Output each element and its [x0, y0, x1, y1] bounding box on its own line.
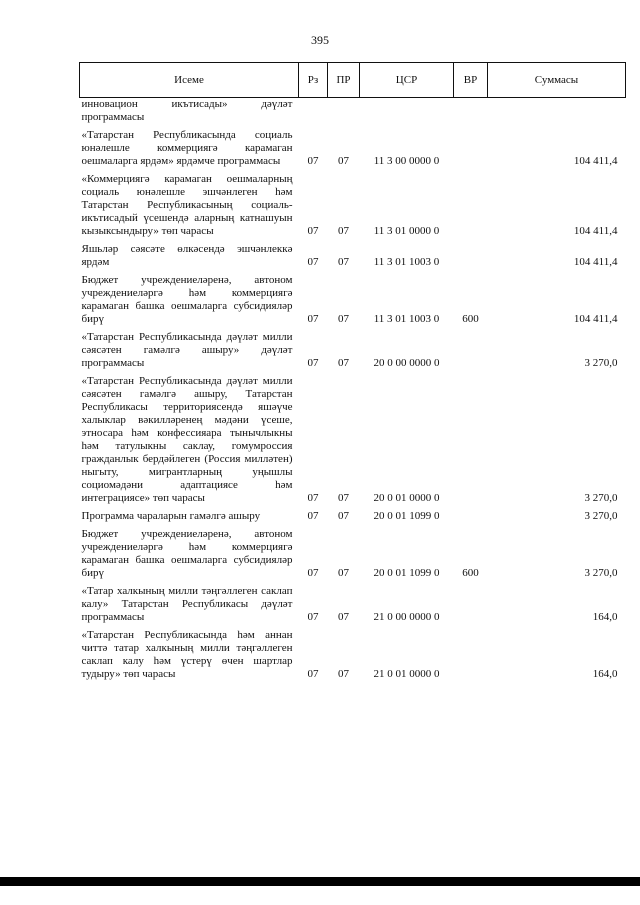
- row-name: «Татарстан Республикасында дәүләт милли сәясәтен гамәлгә ашыру, Татарстан Республикасы территориясендә яшәүче халыклар вәкилләренең мәдәни үсеше, этносара һәм конфессияара тынычлыкны һәм татулыкны саклау, гомумроссия гражданлык бердәйлеген (Россия милләтен) ныгыту, мигрантларның уңышлы социомәдәни адаптациясе һәм интеграциясе» төп чарасы: [81, 375, 293, 504]
- row-name: «Коммерциягә карамаган оешмаларның социаль юнәлешле эшчәнлеген һәм Татарстан Республикасының социаль-икътисадый үсешендә аларның катнашуын кызыксындыру» төп чарасы: [81, 173, 293, 237]
- table-row: [80, 373, 626, 508]
- row-csr: [360, 98, 454, 128]
- table-body: [80, 98, 626, 685]
- row-sum: 164,0: [592, 668, 618, 680]
- row-sum: 3 270,0: [584, 567, 618, 579]
- budget-table: [79, 62, 626, 684]
- header-name: Исеме: [80, 63, 299, 98]
- row-vr: [454, 171, 488, 241]
- row-csr: 11 3 01 1003 0: [373, 313, 440, 325]
- table-row: [80, 329, 626, 373]
- table-row: [80, 583, 626, 627]
- row-rz: [299, 98, 328, 128]
- row-rz: 07: [307, 492, 319, 504]
- row-pr: 07: [338, 357, 349, 369]
- row-pr: 07: [338, 313, 349, 325]
- table-row: [80, 98, 626, 128]
- row-pr: 07: [338, 668, 349, 680]
- row-name: «Татарстан Республикасында һәм аннан читтә татар халкының милли тәңгәллеген саклап калу һәм үстерү өчен шартлар тудыру» төп чарасы: [81, 629, 293, 680]
- row-vr: [454, 98, 488, 128]
- row-rz: 07: [307, 611, 319, 623]
- row-sum: 104 411,4: [573, 155, 618, 167]
- row-csr: 11 3 01 0000 0: [373, 225, 440, 237]
- row-pr: 07: [338, 611, 349, 623]
- row-csr: 11 3 01 1003 0: [373, 256, 440, 268]
- row-csr: 21 0 00 0000 0: [373, 611, 440, 623]
- row-sum: 104 411,4: [573, 225, 618, 237]
- row-csr: 20 0 00 0000 0: [373, 357, 440, 369]
- table-row: [80, 627, 626, 684]
- row-sum: 3 270,0: [584, 357, 618, 369]
- row-csr: 20 0 01 1099 0: [373, 567, 440, 579]
- row-sum: 104 411,4: [573, 256, 618, 268]
- row-pr: [328, 98, 360, 128]
- page-number: 395: [311, 33, 329, 47]
- row-vr: [454, 127, 488, 171]
- row-csr: 20 0 01 1099 0: [373, 510, 440, 522]
- header-rz: Рз: [299, 63, 328, 98]
- row-vr: [454, 241, 488, 272]
- row-rz: 07: [307, 313, 319, 325]
- row-rz: 07: [307, 225, 319, 237]
- row-pr: 07: [338, 510, 349, 522]
- row-csr: 20 0 01 0000 0: [373, 492, 440, 504]
- row-pr: 07: [338, 492, 349, 504]
- row-pr: 07: [338, 225, 349, 237]
- row-vr: [454, 329, 488, 373]
- row-name: Бюджет учреждениеләренә, автоном учреждениеләргә һәм коммерциягә карамаган башка оешмаларга субсидияләр бирү: [81, 528, 293, 579]
- table-row: [80, 127, 626, 171]
- row-rz: 07: [307, 256, 319, 268]
- row-vr: 600: [462, 313, 479, 325]
- header-pr: ПР: [328, 63, 360, 98]
- row-name: Программа чараларын гамәлгә ашыру: [81, 510, 261, 522]
- row-vr: [454, 583, 488, 627]
- row-rz: 07: [307, 155, 319, 167]
- table-row: [80, 508, 626, 526]
- row-vr: 600: [462, 567, 479, 579]
- table-row: [80, 526, 626, 583]
- row-name: «Татарстан Республикасында социаль юнәлешле коммерциягә карамаган оешмаларга ярдәм» ярдәмче программасы: [81, 129, 293, 167]
- row-sum: 164,0: [592, 611, 618, 623]
- table-row: [80, 272, 626, 329]
- row-pr: 07: [338, 256, 349, 268]
- row-name: инновацион икътисады» дәүләт программасы: [81, 98, 293, 123]
- row-csr: 11 3 00 0000 0: [373, 155, 440, 167]
- row-name: Яшьләр сәясәте өлкәсендә эшчәнлеккә ярдәм: [81, 243, 293, 268]
- row-sum: 3 270,0: [584, 510, 618, 522]
- row-pr: 07: [338, 567, 349, 579]
- row-rz: 07: [307, 668, 319, 680]
- row-csr: 21 0 01 0000 0: [373, 668, 440, 680]
- row-sum: [488, 98, 626, 128]
- row-sum: 3 270,0: [584, 492, 618, 504]
- row-vr: [454, 508, 488, 526]
- row-name: «Татар халкының милли тәңгәллеген саклап калу» Татарстан Республикасы дәүләт программасы: [81, 585, 293, 623]
- row-pr: 07: [338, 155, 349, 167]
- table-header: [80, 63, 626, 98]
- row-rz: 07: [307, 567, 319, 579]
- header-sum: Суммасы: [488, 63, 626, 98]
- row-name: Бюджет учреждениеләренә, автоном учреждениеләргә һәм коммерциягә карамаган башка оешмаларга субсидияләр бирү: [81, 274, 293, 325]
- header-vr: ВР: [454, 63, 488, 98]
- row-sum: 104 411,4: [573, 313, 618, 325]
- scan-border: [0, 877, 640, 886]
- row-vr: [454, 627, 488, 684]
- header-csr: ЦСР: [360, 63, 454, 98]
- table-row: [80, 171, 626, 241]
- row-vr: [454, 373, 488, 508]
- row-rz: 07: [307, 357, 319, 369]
- row-name: «Татарстан Республикасында дәүләт милли сәясәтен гамәлгә ашыру» дәүләт программасы: [81, 331, 293, 369]
- row-rz: 07: [307, 510, 319, 522]
- table-row: [80, 241, 626, 272]
